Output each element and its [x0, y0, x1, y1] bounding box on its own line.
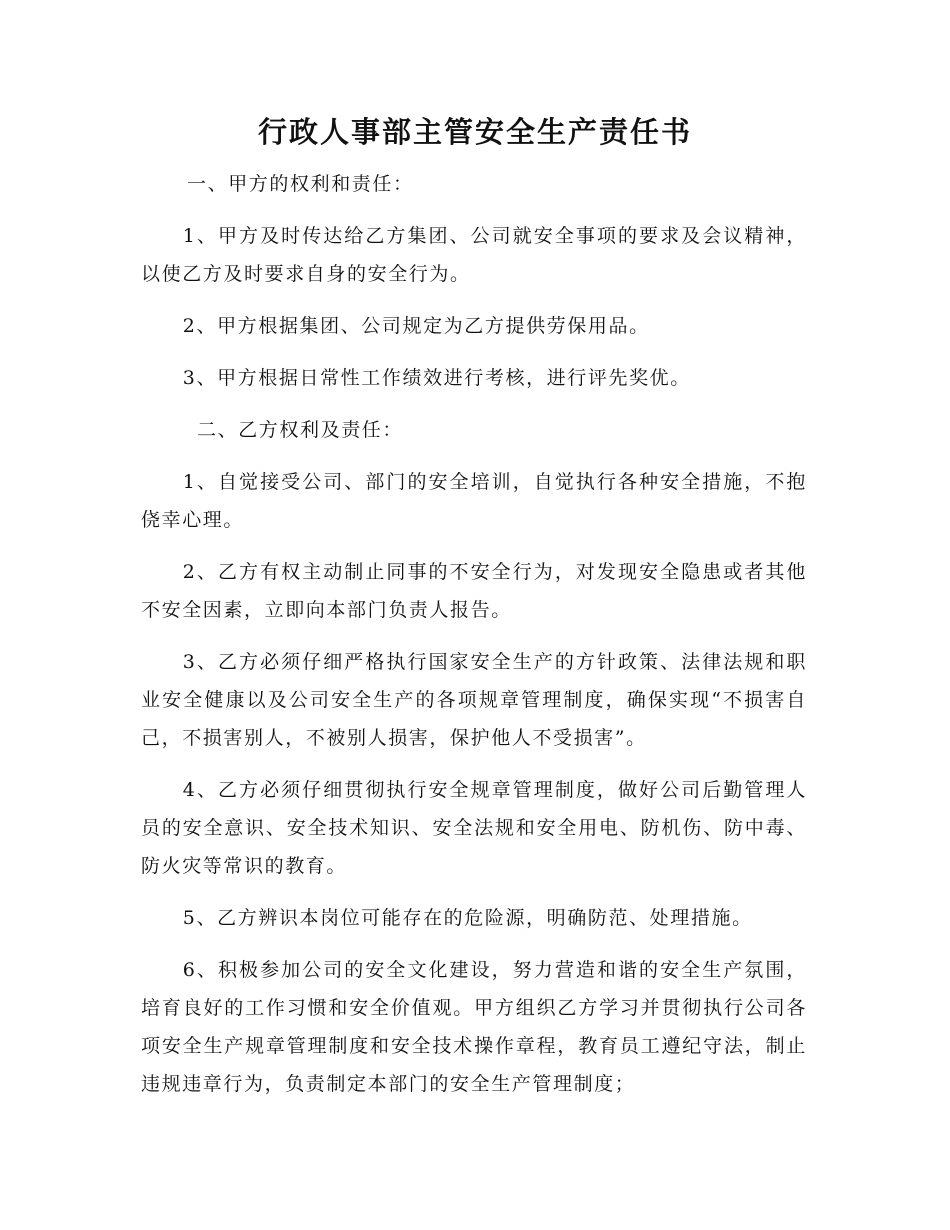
party-a-item-2: 2、甲方根据集团、公司规定为乙方提供劳保用品。	[182, 315, 650, 337]
party-b-item-4: 4、乙方必须仔细贯彻执行安全规章管理制度，做好公司后勤管理人员的安全意识、安全技术知识、安全法规和安全用电、防机伤、防中毒、防火灾等常识的教育。	[141, 779, 807, 877]
section-heading-party-a: 一、甲方的权利和责任：	[187, 173, 414, 195]
document-body	[141, 165, 807, 1117]
party-b-item-5: 5、乙方辨识本岗位可能存在的危险源，明确防范、处理措施。	[182, 907, 753, 929]
party-b-item-2: 2、乙方有权主动制止同事的不安全行为，对发现安全隐患或者其他不安全因素，立即向本部门负责人报告。	[141, 561, 807, 621]
party-a-item-1: 1、甲方及时传达给乙方集团、公司就安全事项的要求及会议精神，以使乙方及时要求自身的安全行为。	[141, 225, 807, 285]
party-b-item-3: 3、乙方必须仔细严格执行国家安全生产的方针政策、法律法规和职业安全健康以及公司安全生产的各项规章管理制度，确保实现“不损害自己，不损害别人，不被别人损害，保护他人不受损害”。	[141, 651, 807, 749]
party-a-item-3: 3、甲方根据日常性工作绩效进行考核，进行评先奖优。	[182, 367, 691, 389]
document-title: 行政人事部主管安全生产责任书	[257, 115, 692, 149]
party-b-item-1: 1、自觉接受公司、部门的安全培训，自觉执行各种安全措施，不抱侥幸心理。	[141, 471, 807, 531]
section-heading-party-b: 二、乙方权利及责任：	[197, 419, 404, 441]
party-b-item-6: 6、积极参加公司的安全文化建设，努力营造和谐的安全生产氛围，培育良好的工作习惯和安全价值观。甲方组织乙方学习并贯彻执行公司各项安全生产规章管理制度和安全技术操作章程，教育员工遵纪守法，制止违规违章行为，负责制定本部门的安全生产管理制度；	[141, 959, 807, 1095]
